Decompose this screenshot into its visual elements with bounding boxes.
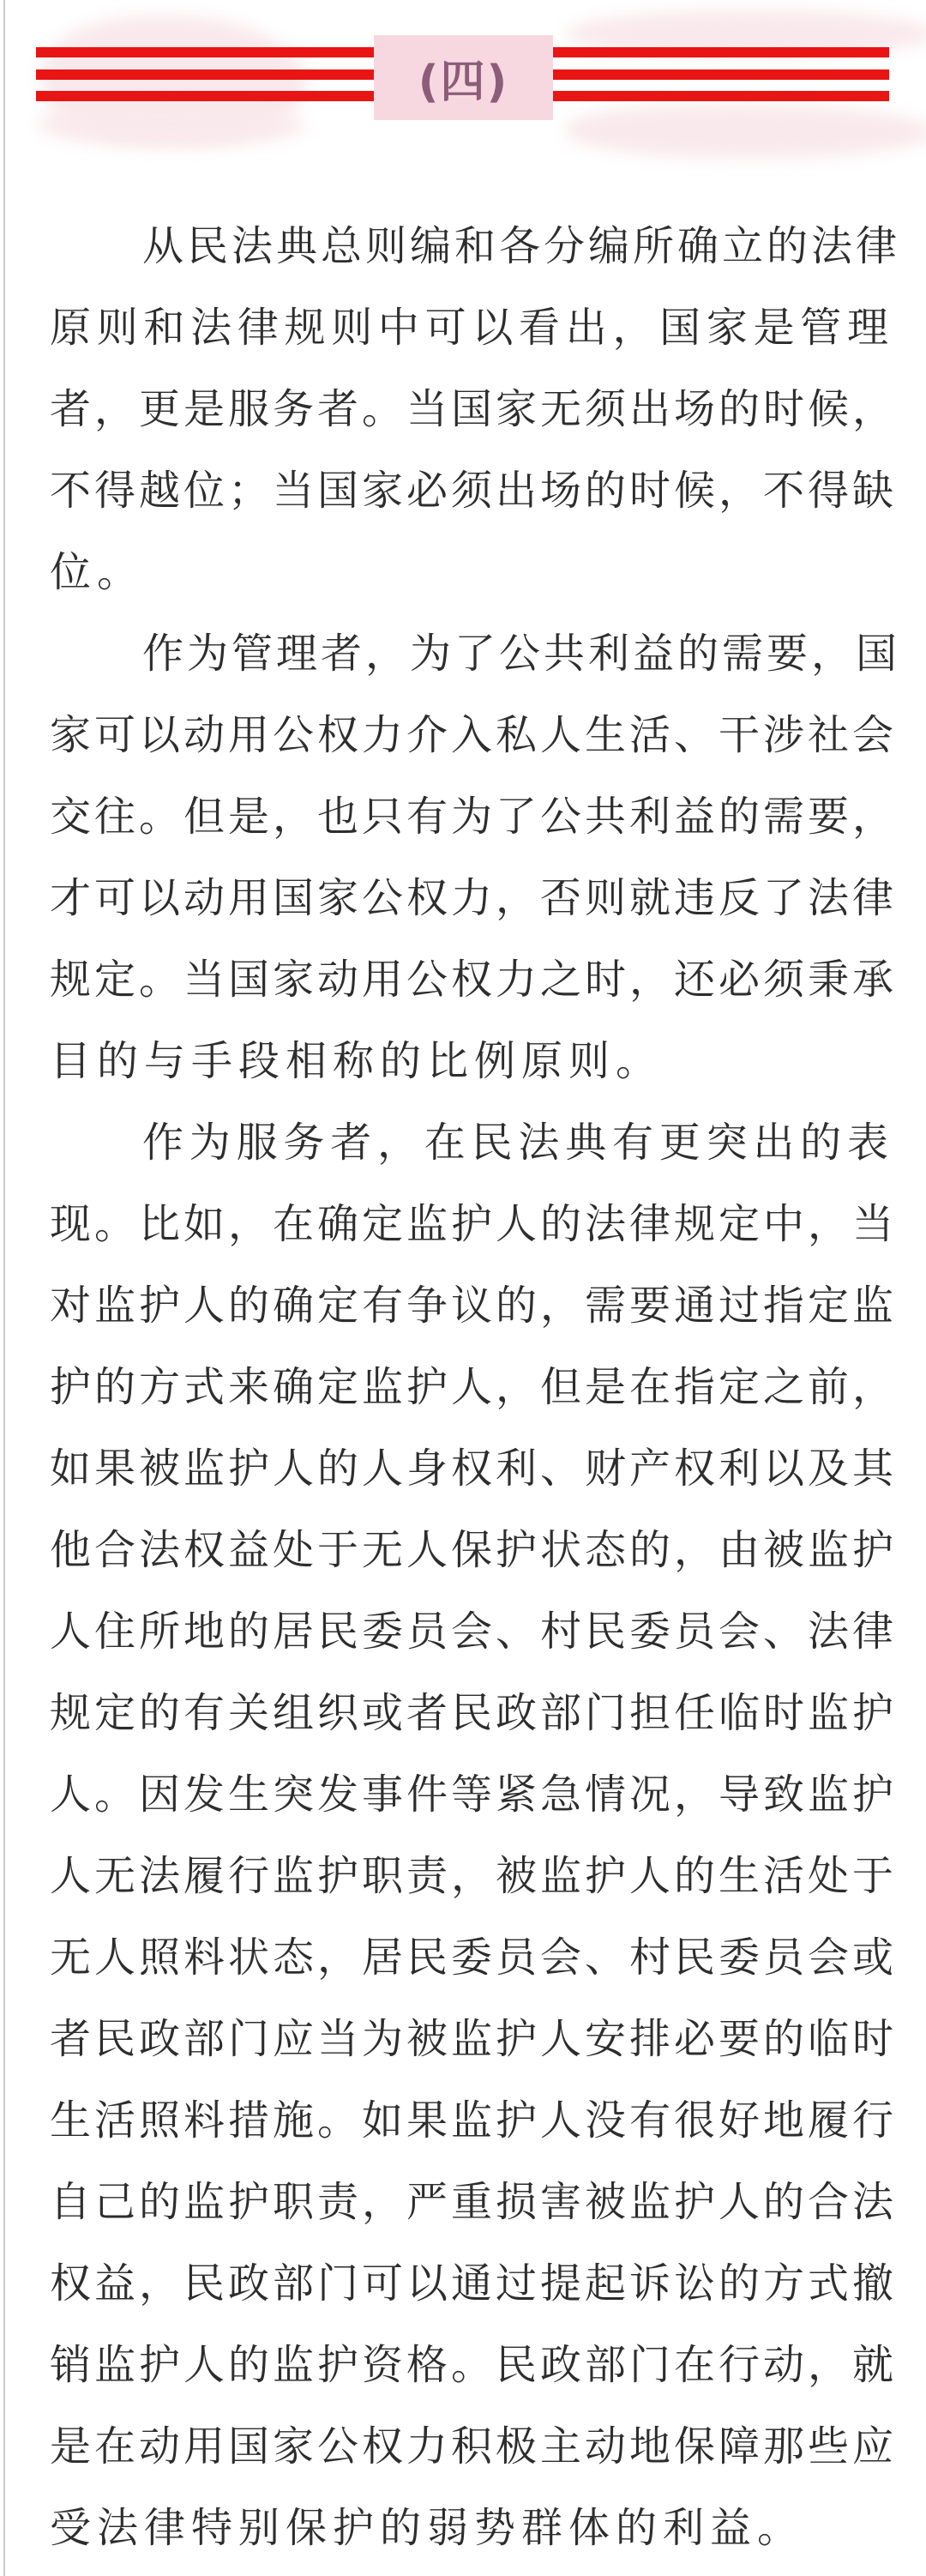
paragraph-line: 作为管理者，为了公共利益的需要，国 [142,630,901,678]
paragraph-line: 现。比如，在确定监护人的法律规定中，当 [50,1200,898,1248]
paragraph-line: 规定的有关组织或者民政部门担任临时监护 [50,1689,898,1737]
section-header [0,0,926,180]
paragraph-line: 规定。当国家动用公权力之时，还必须秉承 [50,956,898,1004]
paragraph-line: 受法律特别保护的弱势群体的利益。 [50,2504,805,2552]
paragraph-line: 如果被监护人的人身权利、财产权利以及其 [50,1445,898,1493]
paragraph-line: 目的与手段相称的比例原则。 [50,1037,664,1085]
paragraph-line: 护的方式来确定监护人，但是在指定之前， [50,1363,898,1411]
red-stripe [553,47,889,57]
paragraph-line: 对监护人的确定有争议的，需要通过指定监 [50,1282,898,1330]
paragraph-line: 作为服务者，在民法典有更突出的表 [142,1119,892,1167]
paragraph-line: 从民法典总则编和各分编所确立的法律 [142,222,901,270]
paragraph-line: 家可以动用公权力介入私人生活、干涉社会 [50,711,898,759]
header-stripes-left [36,47,374,101]
paragraph-line: 是在动用国家公权力积极主动地保障那些应 [50,2422,898,2470]
red-stripe [553,91,889,101]
paragraph-line: 人无法履行监护职责，被监护人的生活处于 [50,1852,898,1900]
paragraph-line: 销监护人的监护资格。民政部门在行动，就 [50,2341,898,2389]
paragraph-line: 原则和法律规则中可以看出，国家是管理 [50,304,892,352]
paragraph-line: 人住所地的居民委员会、村民委员会、法律 [50,1608,898,1656]
paragraph-line: 交往。但是，也只有为了公共利益的需要， [50,793,898,841]
section-number-badge [374,35,553,120]
left-edge-border [3,0,5,2576]
paragraph-line: 权益，民政部门可以通过提起诉讼的方式撤 [50,2259,898,2308]
watermark-blob [39,105,305,146]
header-stripes-right [553,47,889,101]
paragraph-line: 无人照料状态，居民委员会、村民委员会或 [50,1934,898,1982]
paragraph-line: 自己的监护职责，严重损害被监护人的合法 [50,2178,898,2226]
paragraph-line: 者民政部门应当为被监护人安排必要的临时 [50,2015,898,2063]
paragraph-line: 位。 [50,548,145,596]
paragraph-line: 者，更是服务者。当国家无须出场的时候， [50,385,898,433]
watermark-blob [566,105,926,158]
red-stripe [553,69,889,80]
paragraph-line: 生活照料措施。如果监护人没有很好地履行 [50,2096,898,2145]
article-body [50,206,901,2569]
paragraph-line: 才可以动用国家公权力，否则就违反了法律 [50,874,898,922]
paragraph-line: 他合法权益处于无人保护状态的，由被监护 [50,1526,898,1574]
red-stripe [36,69,374,80]
red-stripe [36,91,374,101]
paragraph-line: 不得越位；当国家必须出场的时候，不得缺 [50,467,898,515]
red-stripe [36,47,374,57]
section-number-label: (四) [418,57,509,108]
paragraph-line: 人。因发生突发事件等紧急情况，导致监护 [50,1771,898,1819]
